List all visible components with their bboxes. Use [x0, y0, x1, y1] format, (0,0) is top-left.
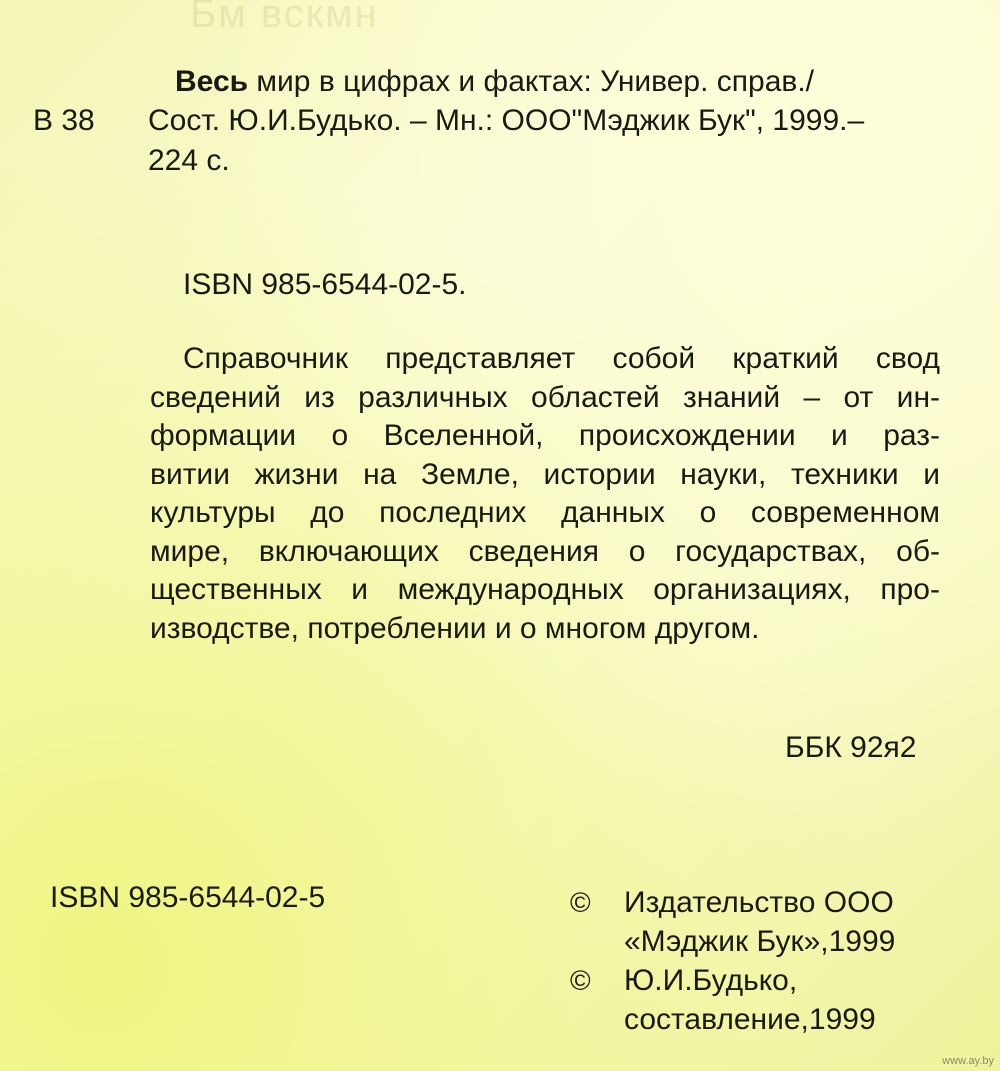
publisher-name: Издательство ООО	[624, 886, 894, 919]
isbn-bottom: ISBN 985-6544-02-5	[50, 881, 326, 914]
annotation-line: формации о Вселенной, происхождении и раз-	[150, 419, 940, 452]
copyright-icon: ©	[570, 965, 591, 996]
bibliographic-title-line	[175, 67, 814, 97]
annotation-paragraph	[150, 340, 940, 648]
title-lead-word: Весь	[175, 65, 249, 98]
bibliographic-pages-line: 224 с.	[148, 144, 230, 177]
title-rest: мир в цифрах и фактах: Универ. справ./	[248, 65, 815, 98]
annotation-line: изводстве, потреблении и о многом другом.	[150, 611, 760, 645]
compilation-year: составление,1999	[624, 1003, 876, 1036]
bibliographic-compiler-line: Сост. Ю.И.Будько. – Мн.: ООО"Мэджик Бук", 1999.–	[148, 104, 865, 137]
classification-code: В 38	[33, 104, 95, 137]
annotation-line: витии жизни на Земле, истории науки, техники и	[150, 457, 940, 491]
bleed-through-text: Бм вскмн	[190, 0, 379, 36]
annotation-line: мире, включающих сведения о государствах, об-	[150, 534, 940, 568]
site-watermark: www.ay.by	[942, 1055, 994, 1067]
bbk-code: ББК 92я2	[785, 731, 917, 764]
annotation-line: сведений из различных областей знаний – от ин-	[150, 380, 940, 414]
publisher-brand-year: «Мэджик Бук»,1999	[624, 925, 896, 958]
compiler-name: Ю.И.Будько,	[624, 964, 798, 997]
annotation-line: культуры до последних данных о современном	[150, 496, 940, 529]
copyright-icon: ©	[570, 887, 591, 918]
annotation-line: Справочник представляет собой краткий свод	[183, 342, 940, 375]
annotation-line: щественных и международных организациях, про-	[150, 573, 940, 606]
isbn-top: ISBN 985-6544-02-5.	[183, 268, 467, 301]
